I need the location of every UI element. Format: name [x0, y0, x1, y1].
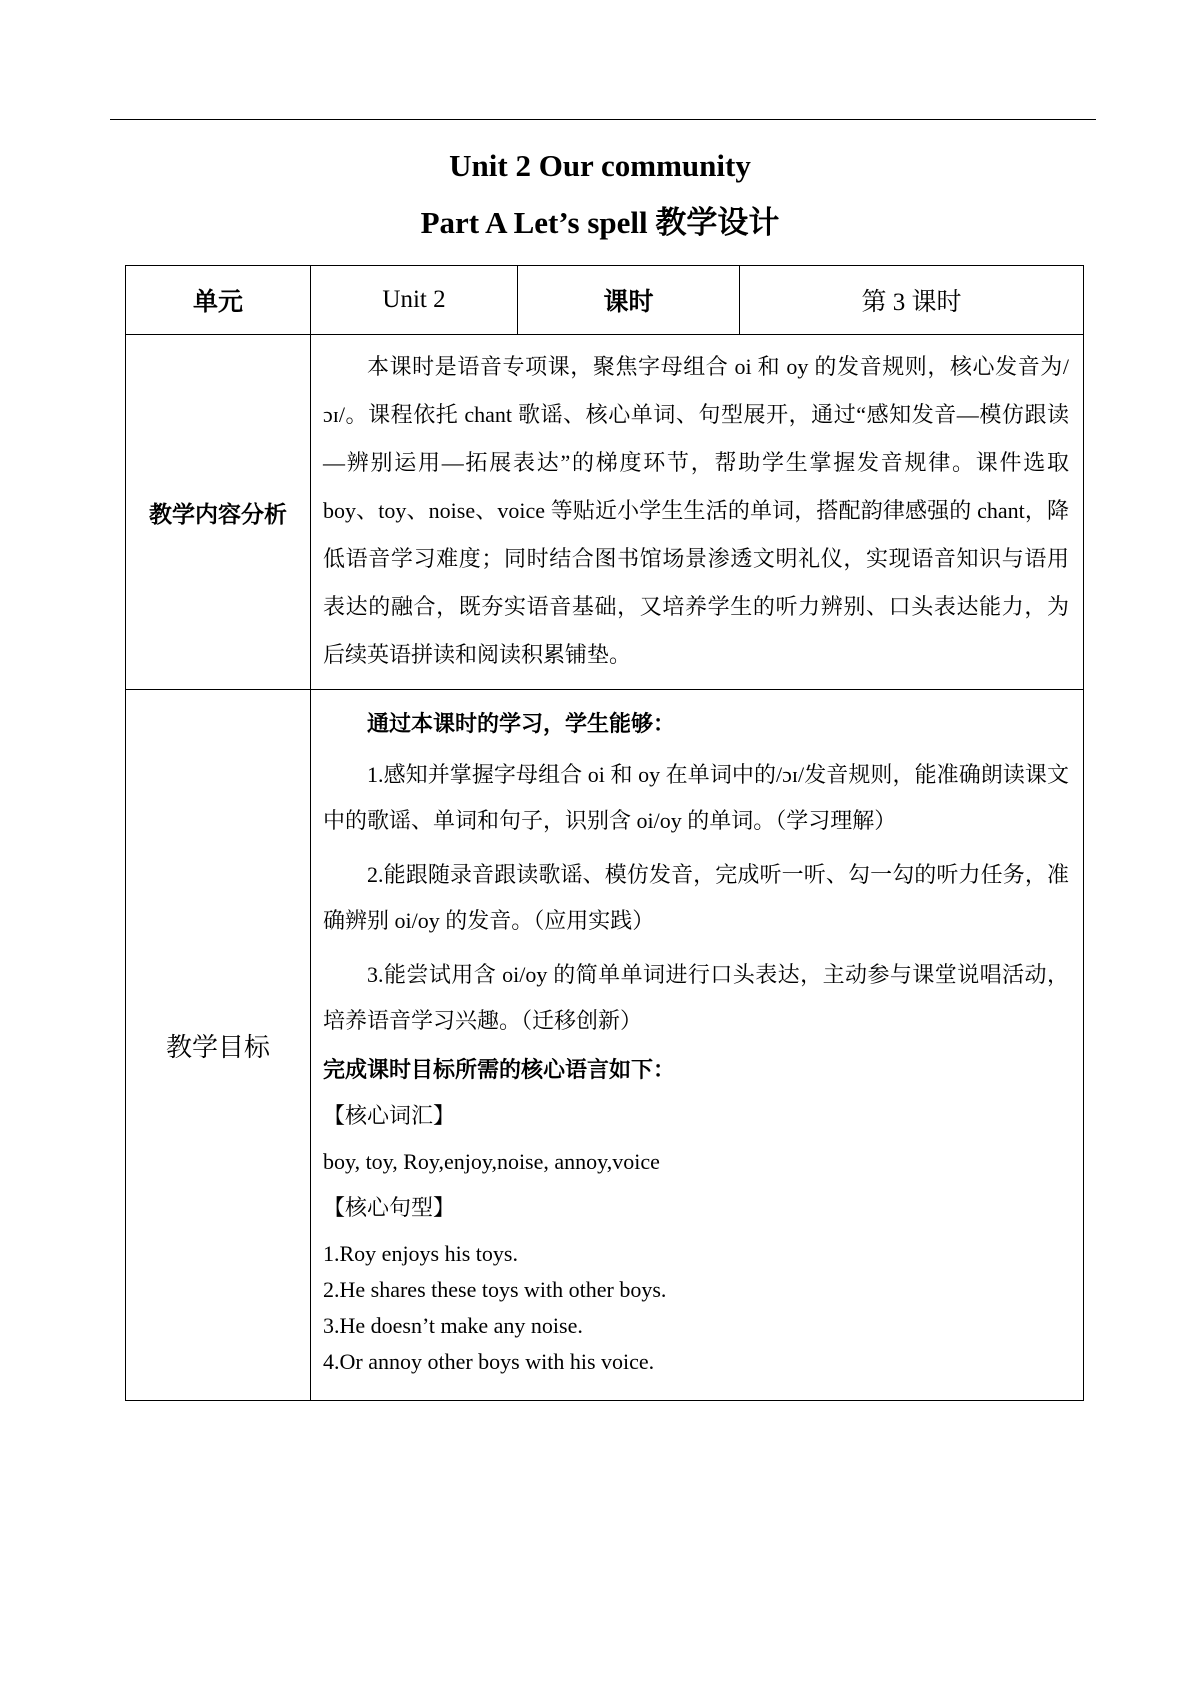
- period-value: 第 3 课时: [740, 266, 1084, 335]
- document-subtitle: Part A Let’s spell 教学设计: [420, 205, 780, 240]
- analysis-label: 教学内容分析: [126, 335, 311, 690]
- objectives-row: [126, 690, 1084, 1401]
- objective-item: 1.感知并掌握字母组合 oi 和 oy 在单词中的/ɔɪ/发音规则，能准确朗读课文中的歌谣、单词和句子，识别含 oi/oy 的单词。（学习理解）: [323, 762, 1069, 833]
- period-label: 课时: [518, 266, 740, 335]
- sentence-item: 2.He shares these toys with other boys.: [323, 1277, 667, 1302]
- header-rule: [110, 119, 1096, 120]
- sentence-list: [323, 1236, 1069, 1380]
- objective-item: 3.能尝试用含 oi/oy 的简单单词进行口头表达，主动参与课堂说唱活动，培养语音学习兴趣。（迁移创新）: [323, 962, 1069, 1033]
- objectives-intro: 通过本课时的学习，学生能够：: [367, 711, 676, 736]
- analysis-text: 本课时是语音专项课，聚焦字母组合 oi 和 oy 的发音规则，核心发音为/ɔɪ/。课程依托 chant 歌谣、核心单词、句型展开，通过“感知发音—模仿跟读—辨别运用—拓展表达”的梯度环节，帮助学生掌握发音规律。课件选取 boy、toy、noise、voice 等贴近小学生生活的单词，搭配韵律感强的 chant，降低语音学习难度；同时结合图书馆场景渗透文明礼仪，实现语音知识与语用表达的融合，既夯实语音基础，又培养学生的听力辨别、口头表达能力，为后续英语拼读和阅读积累铺垫。: [323, 354, 1069, 667]
- analysis-row: [126, 335, 1084, 690]
- lesson-plan-table: [125, 265, 1084, 1401]
- unit-value: Unit 2: [311, 266, 518, 335]
- objectives-content: [311, 690, 1084, 1401]
- sentence-item: 4.Or annoy other boys with his voice.: [323, 1349, 655, 1374]
- sentence-item: 3.He doesn’t make any noise.: [323, 1313, 583, 1338]
- unit-label: 单元: [126, 266, 311, 335]
- objectives-label: 教学目标: [126, 690, 311, 1401]
- document-title: Unit 2 Our community: [449, 148, 751, 183]
- core-language-heading: 完成课时目标所需的核心语言如下：: [323, 1057, 676, 1082]
- analysis-content: [311, 335, 1084, 690]
- sentence-heading: 【核心句型】: [323, 1195, 456, 1220]
- sentence-item: 1.Roy enjoys his toys.: [323, 1241, 518, 1266]
- vocab-list: boy, toy, Roy,enjoy,noise, annoy,voice: [323, 1149, 660, 1174]
- vocab-heading: 【核心词汇】: [323, 1103, 456, 1128]
- header-row: [126, 266, 1084, 335]
- objective-item: 2.能跟随录音跟读歌谣、模仿发音，完成听一听、勾一勾的听力任务，准确辨别 oi/oy 的发音。（应用实践）: [323, 862, 1069, 933]
